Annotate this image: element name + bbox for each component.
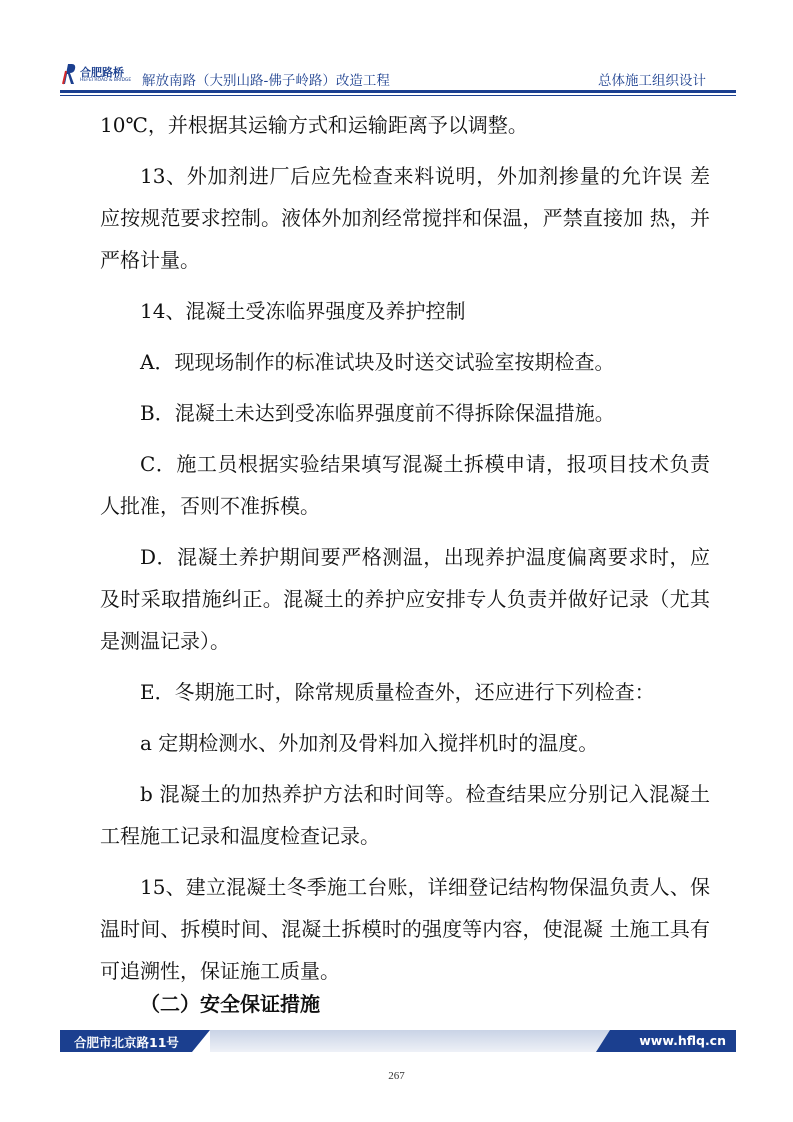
logo-mark-icon bbox=[62, 63, 78, 85]
page-footer bbox=[60, 1030, 736, 1052]
footer-address: 合肥市北京路11号 bbox=[74, 1035, 179, 1050]
paragraph: b 混凝土的加热养护方法和时间等。检查结果应分别记入混凝土工程施工记录和温度检查记录。 bbox=[100, 782, 710, 848]
paragraph: E．冬期施工时，除常规质量检查外，还应进行下列检查： bbox=[140, 680, 655, 704]
footer-middle-band bbox=[210, 1030, 610, 1052]
paragraph: A．现现场制作的标准试块及时送交试验室按期检查。 bbox=[140, 350, 615, 374]
header-divider bbox=[60, 90, 736, 93]
company-logo bbox=[60, 62, 130, 88]
document-body bbox=[100, 104, 710, 1001]
paragraph: C．施工员根据实验结果填写混凝土拆模申请，报项目技术负责人批准，否则不准拆模。 bbox=[100, 452, 710, 518]
paragraph: 14、混凝土受冻临界强度及养护控制 bbox=[140, 299, 466, 323]
logo-text: 合肥路桥 bbox=[80, 66, 124, 79]
document-title: 总体施工组织设计 bbox=[598, 73, 706, 89]
paragraph: a 定期检测水、外加剂及骨料加入搅拌机时的温度。 bbox=[140, 731, 599, 755]
paragraph: 10℃，并根据其运输方式和运输距离予以调整。 bbox=[100, 113, 528, 137]
page-header bbox=[60, 56, 736, 96]
page-number: 267 bbox=[388, 1070, 405, 1082]
footer-website: www.hflq.cn bbox=[639, 1033, 726, 1048]
section-heading: （二）安全保证措施 bbox=[140, 992, 320, 1016]
header-divider-thin bbox=[60, 95, 736, 96]
paragraph: 13、外加剂进厂后应先检查来料说明，外加剂掺量的允许误 差应按规范要求控制。液体外加剂经常搅拌和保温，严禁直接加 热，并严格计量。 bbox=[100, 164, 710, 272]
paragraph: D．混凝土养护期间要严格测温，出现养护温度偏离要求时，应及时采取措施纠正。混凝土的养护应安排专人负责并做好记录（尤其是测温记录）。 bbox=[100, 545, 710, 653]
paragraph: B．混凝土未达到受冻临界强度前不得拆除保温措施。 bbox=[140, 401, 615, 425]
paragraph: 15、建立混凝土冬季施工台账，详细登记结构物保温负责人、保温时间、拆模时间、混凝土拆模时的强度等内容，使混凝 土施工具有可追溯性，保证施工质量。 bbox=[100, 875, 710, 983]
logo-subtext: HEFEI ROAD & BRIDGE bbox=[80, 78, 132, 83]
project-title: 解放南路（大别山路-佛子岭路）改造工程 bbox=[142, 73, 390, 89]
